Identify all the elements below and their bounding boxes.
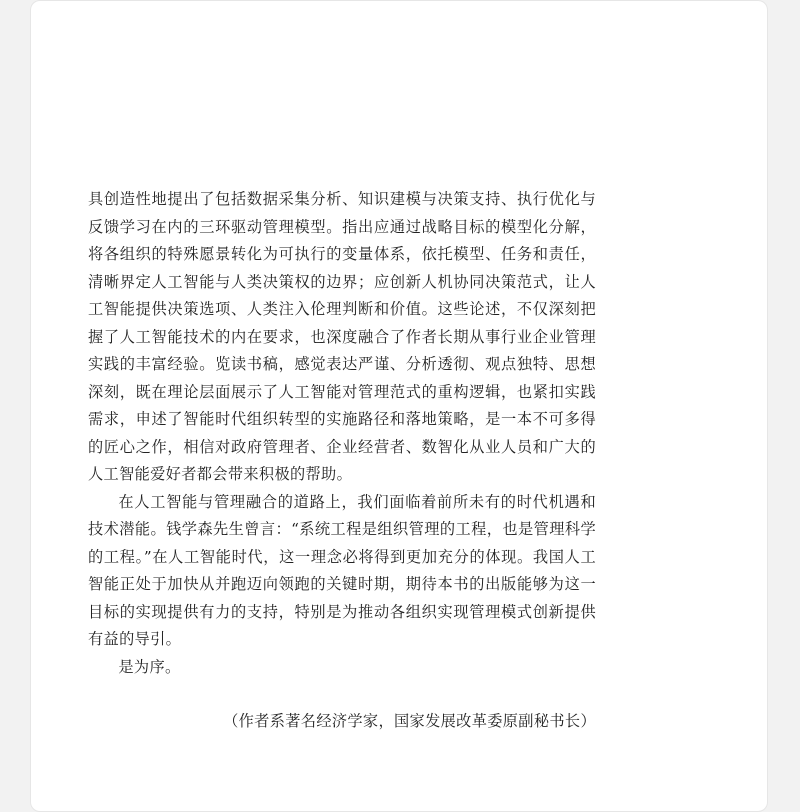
paragraph-continued: 具创造性地提出了包括数据采集分析、知识建模与决策支持、执行优化与反馈学习在内的三环驱动管理模型。指出应通过战略目标的模型化分解，将各组织的特殊愿景转化为可执行的变量体系，依托模型、任务和责任，清晰界定人工智能与人类决策权的边界；应创新人机协同决策范式，让人工智能提供决策选项、人类注入伦理判断和价值。这些论述，不仅深刻把握了人工智能技术的内在要求，也深度融合了作者长期从事行业企业管理实践的丰富经验。览读书稿，感觉表达严谨、分析透彻、观点独特、思想深刻，既在理论层面展示了人工智能对管理范式的重构逻辑，也紧扣实践需求，申述了智能时代组织转型的实施路径和落地策略，是一本不可多得的匠心之作，相信对政府管理者、企业经营者、数智化从业人员和广大的人工智能爱好者都会带来积极的帮助。 (88, 190, 596, 483)
paragraph-ai-management: 在人工智能与管理融合的道路上，我们面临着前所未有的时代机遇和技术潜能。钱学森先生曾言：“系统工程是组织管理的工程，也是管理科学的工程。”在人工智能时代，这一理念必将得到更加充分的体现。我国人工智能正处于加快从并跑迈向领跑的关键时期，期待本书的出版能够为这一目标的实现提供有力的支持，特别是为推动各组织实现管理模式创新提供有益的导引。 (88, 492, 596, 648)
preface-body (88, 186, 596, 681)
paragraph-closing: 是为序。 (118, 657, 181, 676)
author-signature: （作者系著名经济学家，国家发展改革委原副秘书长） (223, 712, 596, 730)
